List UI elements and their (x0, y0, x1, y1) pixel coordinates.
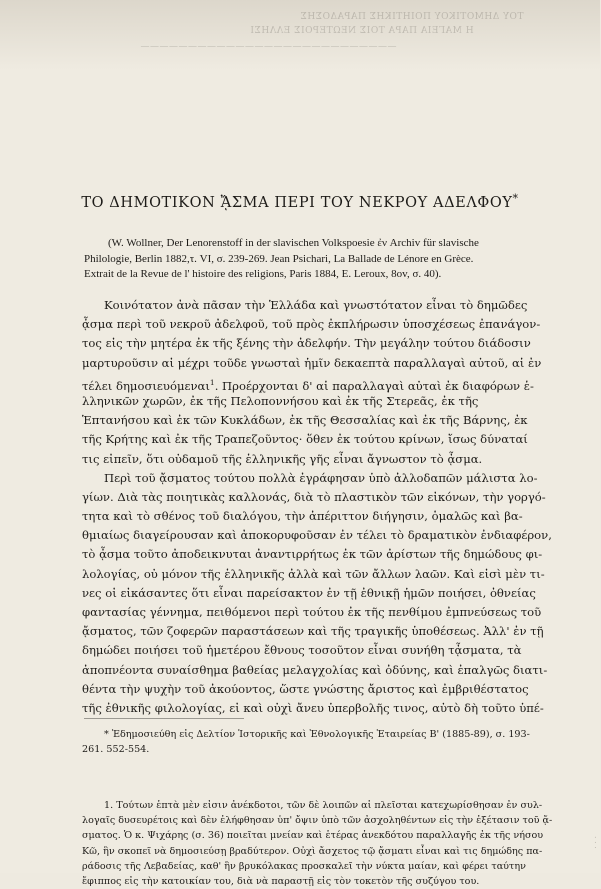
footnote-divider (84, 718, 244, 719)
text-line: Κοινότατον ἀνὰ πᾶσαν τὴν Ἑλλάδα καὶ γνωστότατον εἶναι τὸ δημῶδες (104, 298, 528, 312)
footnote-star (82, 727, 564, 757)
footnote-line: * Ἐδημοσιεύθη εἰς Δελτίον Ἱστορικῆς καὶ Ἐθνολογικῆς Ἑταιρείας Β' (1885-89), σ. 193- (104, 729, 530, 740)
text-line: λολογίας, οὐ μόνον τῆς ἑλληνικῆς ἀλλὰ καὶ τῶν ἄλλων λαῶν. Καὶ εἰσὶ μὲν τι- (82, 566, 545, 581)
text-run: . Προέρχονται δ' αἱ παραλλαγαὶ αὐταὶ ἐκ διαφόρων ἑ- (214, 378, 534, 393)
text-line: δημώδει ποιήσει τοῦ ἡμετέρου ἔθνους τοσοῦτον εἶναι συνήθη τᾆσματα, τὰ (82, 643, 522, 658)
page-title (40, 192, 560, 211)
title-text: ΤΟ ΔΗΜΟΤΙΚΟΝ ᾌΣΜΑ ΠΕΡΙ ΤΟΥ ΝΕΚΡΟΥ ΑΔΕΛΦΟΥ (81, 195, 513, 211)
show-through-band (0, 0, 600, 70)
bibliographic-reference (84, 236, 562, 283)
footnote-line: 1. Τούτων ἑπτὰ μὲν εἰσιν ἀνέκδοτοι, τῶν δὲ λοιπῶν αἱ πλεῖσται κατεχωρίσθησαν ἐν συλ- (104, 800, 543, 811)
footnote-line: λογαῖς δυσευρέτοις καὶ δὲν ἐλήφθησαν ὑπ' ὄψιν ὑπὸ τῶν ἀσχοληθέντων εἰς τὴν ἐξέτασιν τοῦ ᾄ- (82, 815, 553, 827)
footnote-line: σματος. Ὁ κ. Ψιχάρης (σ. 36) ποιεῖται μνείαν καὶ ἑτέρας ἀνεκδότου παραλλαγῆς ἐκ τῆς νήσου (82, 830, 544, 842)
text-line: λληνικῶν χωρῶν, ἐκ τῆς Πελοποννήσου καὶ ἐκ τῆς Στερεᾶς, ἐκ τῆς (82, 393, 479, 408)
reference-line: (W. Wollner, Der Lenorenstoff in der slavischen Volkspoesie ἐν Archiv für slavische (108, 237, 479, 249)
text-line: τῆς Κρήτης καὶ ἐκ τῆς Τραπεζοῦντος· ὅθεν ἐκ τούτου κρίνων, ἴσως δύναταί (82, 432, 528, 447)
footnote-line: ράδοσις τῆς Λεβαδείας, καθ' ἣν βρυκόλακας προσκαλεῖ τὴν νύκτα μαίαν, καὶ φέρει ταύτην (82, 860, 526, 872)
text-line: ἀποπνέοντα συναίσθημα βαθείας μελαγχολίας καὶ ὀδύνης, καὶ ἐπαλγῶς διατι- (82, 662, 548, 677)
text-line: φαντασίας γέννημα, πειθόμενοι περὶ τούτου ἐκ τῆς πενθίμου ἐμπνεύσεως τοῦ (82, 605, 542, 619)
text-line: μαρτυροῦσιν αἱ μέχρι τοῦδε γνωσταὶ ἡμῖν δεκαεπτὰ παραλλαγαὶ αὐτοῦ, αἱ ἐν (82, 355, 542, 370)
text-line: τητα καὶ τὸ σθένος τοῦ διαλόγου, τὴν ἀπέριττον διήγησιν, ὁμαλῶς καὶ βα- (82, 509, 523, 524)
text-line: τος εἰς τὴν μητέρα ἐκ τῆς ξένης τὴν ἀδελφήν. Τὴν μεγάλην τούτου διάδοσιν (82, 336, 531, 351)
text-line: θέντα τὴν ψυχὴν τοῦ ἀκούοντος, ὥστε γνώστης ἄριστος καὶ ἐμβριθέστατος (82, 681, 529, 696)
footnote-line: Κῶ, ἣν σκοπεῖ νὰ δημοσιεύσῃ βραδύτερον. Οὐχὶ ἄσχετος τῷ ᾄσματι εἶναι καὶ τις δημώδης πα- (82, 845, 543, 857)
footnote-line: 261. 552-554. (82, 744, 150, 756)
reference-line: Philologie, Berlin 1882,τ. VI, σ. 239-269. Jean Psichari, La Ballade de Lénore en Grèce. (84, 252, 474, 265)
text-line: ᾄσματος, τῶν ζοφερῶν παραστάσεων καὶ τῆς τραγικῆς ὑποθέσεως. Ἀλλ' ἐν τῇ (82, 624, 544, 639)
text-line: Περὶ τοῦ ᾄσματος τούτου πολλὰ ἐγράφησαν ὑπὸ ἀλλοδαπῶν μάλιστα λο- (104, 470, 538, 485)
text-run: τέλει δημοσιευόμεναι (82, 378, 210, 393)
text-line: Ἑπτανήσου καὶ ἐκ τῶν Κυκλάδων, ἐκ τῆς Θεσσαλίας καὶ ἐκ τῆς Βάρνης, ἐκ (82, 413, 528, 428)
edge-mark: · · · (592, 836, 601, 849)
main-text (82, 296, 564, 718)
text-line: τὸ ᾆσμα τοῦτο ἀποδεικνυται ἀναντιρρήτως ἐκ τῶν ἀρίστων τῆς δημώδους φι- (82, 547, 543, 562)
text-line: νες οἱ εἰκάσαντες ὅτι εἶναι παρείσακτον ἐν τῇ ἐθνικῇ ἡμῶν ποιήσει, ὀθνείας (82, 585, 536, 600)
footnote-1 (82, 798, 564, 889)
text-line: θμιαίως διαγείρουσαν καὶ ἀποκορυφοῦσαν ἐν τέλει τὸ δραματικὸν ἐνδιαφέρον, (82, 528, 552, 543)
show-through-text: ΤΟΥ ΔΗΜΟΤΙΚΟΥ ΠΟΙΗΤΙΚΗΣ ΠΑΡΑΔΟΣΗΣ (300, 12, 524, 22)
text-line: τῆς ἐθνικῆς φιλολογίας, εἰ καὶ οὐχὶ ἄνευ ὑπερβολῆς τινος, αὐτὸ δὴ τοῦτο ὑπέ- (82, 700, 544, 715)
text-line: γίων. Διὰ τὰς ποιητικὰς καλλονάς, διὰ τὸ πλαστικὸν τῶν εἰκόνων, τὴν γοργό- (82, 489, 546, 504)
text-line: ᾆσμα περὶ τοῦ νεκροῦ ἀδελφοῦ, τοῦ πρὸς ἐκπλήρωσιν ὑποσχέσεως ἐπανάγον- (82, 317, 541, 332)
show-through-text: Η ΜΑΓΕΙΑ ΠΑΡΑ ΤΟΙΣ ΝΕΩΤΕΡΟΙΣ ΕΛΛΗΣΙ (250, 26, 474, 36)
footnote-line: ἔφιππος εἰς τὴν κατοικίαν του, διὰ νὰ παραστῇ εἰς τὸν τοκετὸν τῆς συζύγου του. (82, 876, 480, 888)
title-footnote-mark: * (512, 192, 519, 205)
show-through-text: ——————————————————————————— (140, 42, 397, 52)
text-line: τις εἰπεῖν, ὅτι οὐδαμοῦ τῆς ἑλληνικῆς γῆς εἶναι ἄγνωστον τὸ ᾆσμα. (82, 451, 483, 466)
text-line (82, 373, 564, 392)
reference-line: Extrait de la Revue de l' histoire des religions, Paris 1884, E. Leroux, 8ov, σ. 40). (84, 268, 442, 280)
footnote-reference: 1 (209, 377, 215, 387)
